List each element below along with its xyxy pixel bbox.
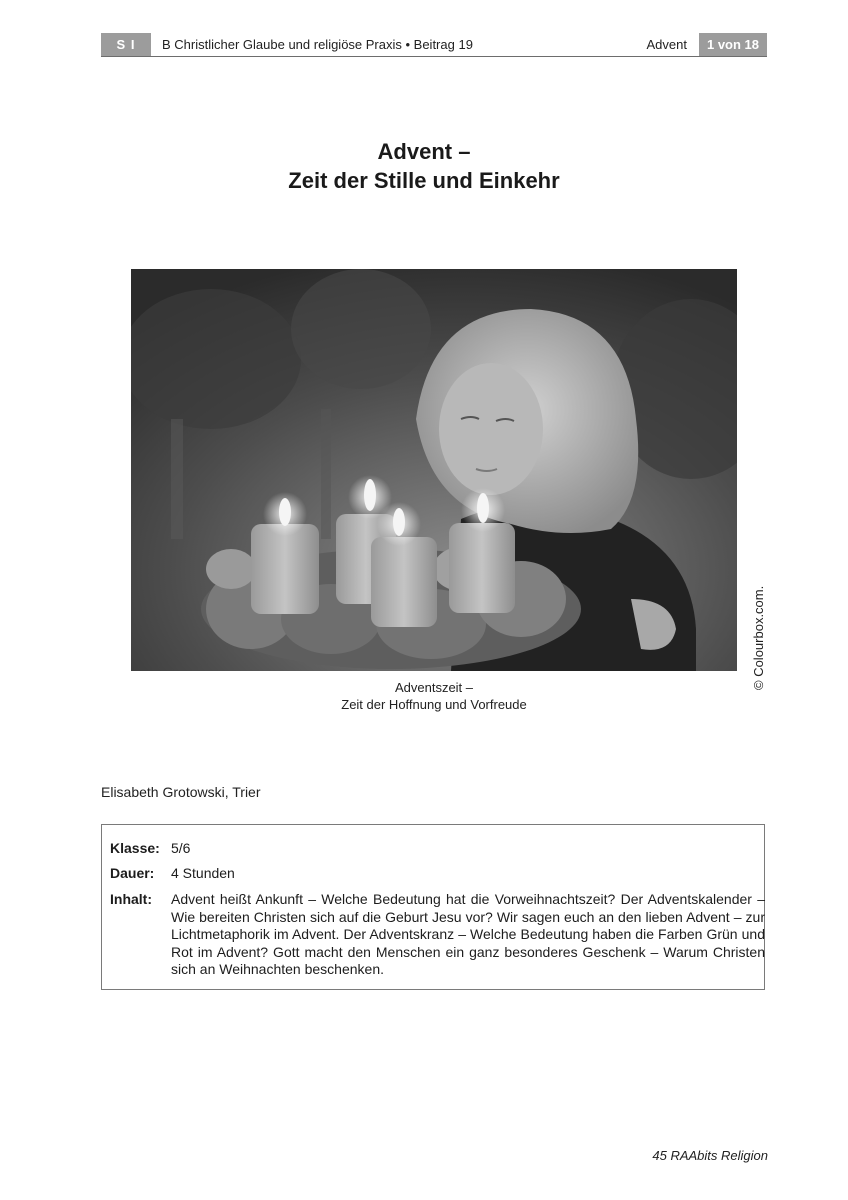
lesson-info-box xyxy=(101,824,765,990)
topic-label: Advent xyxy=(646,37,687,52)
inhalt-value: Advent heißt Ankunft – Welche Bedeutung hat die Vorweihnachtszeit? Der Adventskalender – Wie bereiten Christen sich auf die Geburt Jesu vor? Wir sagen euch an den lieben Advent – zur Lichtmetaphorik im Advent. Der Adventskranz – Welche Bedeutung haben die Farben Grün und Rot im Advent? Gott macht den Menschen ein ganz besonderes Geschenk – Warum Christen sich an Weihnachten beschenken. xyxy=(171,891,765,977)
klasse-label: Klasse: xyxy=(110,840,160,856)
footer-series-label: 45 RAAbits Religion xyxy=(652,1148,768,1163)
title-line-1: Advent – xyxy=(377,139,471,164)
level-badge: S I xyxy=(101,33,151,56)
document-title xyxy=(0,137,848,195)
photo-credit: © Colourbox.com. xyxy=(751,585,766,690)
series-title: B Christlicher Glaube und religiöse Praxis • Beitrag 19 xyxy=(162,37,473,52)
dauer-value: 4 Stunden xyxy=(171,865,235,881)
klasse-value: 5/6 xyxy=(171,840,191,856)
caption-line-1: Adventszeit – xyxy=(394,680,474,695)
caption-line-2: Zeit der Hoffnung und Vorfreude xyxy=(341,697,527,712)
advent-photo xyxy=(131,269,737,671)
page-header xyxy=(101,33,767,57)
photo-caption xyxy=(131,679,737,713)
inhalt-label: Inhalt: xyxy=(110,891,152,907)
title-line-2: Zeit der Stille und Einkehr xyxy=(288,168,560,193)
author-line: Elisabeth Grotowski, Trier xyxy=(101,784,261,800)
page-number-badge: 1 von 18 xyxy=(699,33,767,56)
dauer-label: Dauer: xyxy=(110,865,155,881)
